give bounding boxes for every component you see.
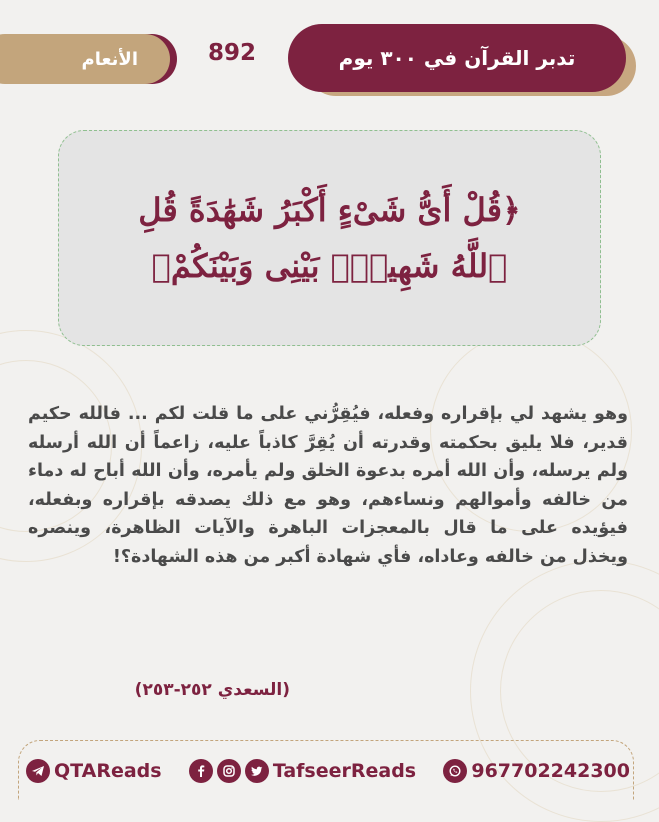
surah-badge xyxy=(0,34,170,84)
series-title-banner xyxy=(288,24,626,92)
telegram-handle: QTAReads xyxy=(54,760,162,782)
source-citation: (السعدي ٢٥٢-٢٥٣) xyxy=(134,680,290,700)
social-handle: TafseerReads xyxy=(272,760,417,782)
telegram-icon xyxy=(26,759,50,783)
twitter-icon xyxy=(245,759,269,783)
verse-box xyxy=(58,130,601,346)
facebook-icon xyxy=(189,759,213,783)
surah-name: الأنعام xyxy=(81,48,138,70)
instagram-icon xyxy=(217,759,241,783)
verse-line-2: ٱللَّهُ شَهِيدٌۢ بَيْنِى وَبَيْنَكُمْ﴾ xyxy=(151,247,508,285)
whatsapp-icon xyxy=(443,759,467,783)
footer-contacts xyxy=(26,756,630,786)
social-contacts[interactable] xyxy=(189,759,416,783)
page-number: 892 xyxy=(207,40,256,66)
whatsapp-contact[interactable] xyxy=(443,759,630,783)
verse-line-1: ﴿قُلْ أَىُّ شَىْءٍ أَكْبَرُ شَهَٰدَةً قُلِ xyxy=(138,191,521,229)
tafseer-explanation: وهو يشهد لي بإقراره وفعله، فيُقِرُّني على ما قلت لكم ... فالله حكيم قدير، فلا يليق بحكمته وقدرته أن يُقِرَّ كاذباً عليه، زاعماً أن الله أرسله ولم يرسله، وأن الله أمره بدعوة الخلق ولم يأمره، وأن الله أباح له دماء من خالفه وأموالهم ونساءهم، وهو مع ذلك يصدقه بإقراره وبفعله، فيؤيده على ما قال بالمعجزات الباهرة والآيات الظاهرة، وينصره ويخذل من خالفه وعاداه، فأي شهادة أكبر من هذه الشهادة؟! xyxy=(28,404,628,567)
telegram-contact[interactable] xyxy=(26,759,162,783)
series-title: تدبر القرآن في ٣٠٠ يوم xyxy=(338,46,576,70)
verse-text xyxy=(138,182,521,294)
whatsapp-number: 967702242300 xyxy=(471,760,630,782)
